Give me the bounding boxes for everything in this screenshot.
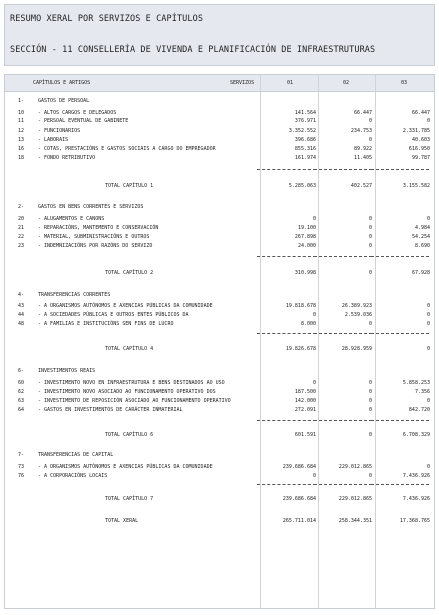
value-col-02: 229.012.865 (338, 496, 372, 502)
value-col-02: 0 (368, 432, 372, 438)
value-col-01: 0 (312, 380, 316, 386)
value-col-03: 0 (426, 464, 430, 470)
chapter-heading (5, 203, 434, 211)
value-col-01: 142.000 (294, 398, 316, 404)
row-code: 73 (18, 464, 25, 470)
chapter-heading (5, 291, 434, 299)
col-header-chapters: CAPÍTULOS E ARTIGOS (33, 80, 91, 86)
chapter-total-row (5, 495, 434, 503)
value-col-03: 40.603 (411, 137, 430, 143)
value-col-02: 0 (368, 234, 372, 240)
value-col-03: 0 (426, 346, 430, 352)
table-row (5, 242, 434, 250)
row-code: 1- (18, 98, 25, 104)
row-label: INVESTIMENTOS REAIS (38, 368, 96, 374)
total-label: TOTAL CAPÍTULO 7 (105, 496, 154, 502)
table-row (5, 397, 434, 405)
value-col-02: 0 (368, 389, 372, 395)
total-label: TOTAL XERAL (105, 518, 139, 524)
table-row (5, 311, 434, 319)
row-code: 64 (18, 407, 25, 413)
total-separator (371, 484, 429, 485)
value-col-01: 5.285.063 (288, 183, 316, 189)
table-row (5, 388, 434, 396)
value-col-02: 11.405 (353, 155, 372, 161)
row-label: TRANSFERENCIAS CORRENTES (38, 292, 111, 298)
value-col-01: 855.316 (294, 146, 316, 152)
row-code: 44 (18, 312, 25, 318)
total-separator (257, 420, 316, 421)
value-col-01: 396.686 (294, 137, 316, 143)
value-col-01: 161.974 (294, 155, 316, 161)
value-col-03: 7.436.926 (402, 496, 430, 502)
value-col-02: 229.012.865 (338, 464, 372, 470)
row-label: - ALTOS CARGOS E DELEGADOS (38, 110, 117, 116)
row-label: - A ORGANISMOS AUTÓNOMOS E AXENCIAS PÚBLICAS DA COMUNIDADE (38, 464, 213, 470)
row-code: 7- (18, 452, 25, 458)
value-col-02: 258.344.351 (338, 518, 372, 524)
total-label: TOTAL CAPÍTULO 2 (105, 270, 154, 276)
value-col-01: 376.971 (294, 118, 316, 124)
row-label: GASTOS EN BENS CORRENTES E SERVIZOS (38, 204, 144, 210)
value-col-02: 0 (368, 270, 372, 276)
row-label: - GASTOS EN INVESTIMENTOS DE CARÁCTER INMATERIAL (38, 407, 183, 413)
value-col-03: 4.984 (414, 225, 430, 231)
table-row (5, 463, 434, 471)
value-col-01: 19.826.678 (285, 346, 316, 352)
row-code: 48 (18, 321, 25, 327)
col-header-02: 02 (343, 80, 350, 86)
total-separator (257, 169, 316, 170)
value-col-01: 141.564 (294, 110, 316, 116)
value-col-01: 272.091 (294, 407, 316, 413)
row-label: - ALUGAMENTOS E CANONS (38, 216, 105, 222)
row-label: - A CORPORACIÓNS LOCAIS (38, 473, 108, 479)
value-col-01: 3.352.552 (288, 128, 316, 134)
value-col-03: 8.690 (414, 243, 430, 249)
value-col-03: 0 (426, 303, 430, 309)
row-label: - INVESTIMENTO NOVO EN INFRAESTRUTURA E BENS DESTINADOS AO USO (38, 380, 225, 386)
value-col-02: 66.447 (353, 110, 372, 116)
value-col-02: 26.389.923 (341, 303, 372, 309)
value-col-03: 7.436.926 (402, 473, 430, 479)
table-row (5, 472, 434, 480)
total-label: TOTAL CAPÍTULO 1 (105, 183, 154, 189)
row-code: 21 (18, 225, 25, 231)
value-col-03: 0 (426, 118, 430, 124)
value-col-03: 616.950 (408, 146, 430, 152)
value-col-02: 234.753 (350, 128, 372, 134)
value-col-01: 24.000 (297, 243, 316, 249)
total-label: TOTAL CAPÍTULO 4 (105, 346, 154, 352)
total-separator (314, 333, 372, 334)
col-header-03: 03 (401, 80, 408, 86)
value-col-02: 0 (368, 137, 372, 143)
row-label: - INVESTIMENTO NOVO ASOCIADO AO FUNCIONAMENTO OPERATIVO DOS (38, 389, 216, 395)
chapter-heading (5, 451, 434, 459)
table-row (5, 117, 434, 125)
table-row (5, 145, 434, 153)
value-col-01: 239.686.684 (282, 464, 316, 470)
value-col-01: 8.000 (300, 321, 316, 327)
table-row (5, 215, 434, 223)
value-col-02: 0 (368, 225, 372, 231)
row-label: - A SOCIEDADES PÚBLICAS E OUTROS ENTES PÚBLICOS DA (38, 312, 189, 318)
row-code: 18 (18, 155, 25, 161)
row-code: 13 (18, 137, 25, 143)
value-col-02: 0 (368, 243, 372, 249)
value-col-01: 19.818.678 (285, 303, 316, 309)
total-separator (314, 484, 372, 485)
row-label: - MATERIAL, SUBMINISTRACIÓNS E OUTROS (38, 234, 150, 240)
table-row (5, 379, 434, 387)
grand-total-row (5, 517, 434, 525)
report-subtitle: SECCIÓN - 11 CONSELLERÍA DE VIVENDA E PLANIFICACIÓN DE INFRAESTRUTURAS (10, 45, 376, 55)
value-col-03: 0 (426, 398, 430, 404)
value-col-01: 267.898 (294, 234, 316, 240)
row-label: - A FAMILIAS E INSTITUCIÓNS SEN FINS DE LUCRO (38, 321, 174, 327)
value-col-03: 3.155.582 (402, 183, 430, 189)
total-separator (371, 333, 429, 334)
table-row (5, 224, 434, 232)
row-label: GASTOS DE PERSOAL (38, 98, 90, 104)
value-col-02: 0 (368, 407, 372, 413)
total-separator (314, 256, 372, 257)
value-col-03: 0 (426, 312, 430, 318)
value-col-01: 310.998 (294, 270, 316, 276)
table-header (5, 75, 434, 92)
table-row (5, 109, 434, 117)
report-title: RESUMO XERAL POR SERVIZOS E CAPÍTULOS (10, 14, 204, 24)
row-code: 43 (18, 303, 25, 309)
value-col-02: 0 (368, 473, 372, 479)
value-col-03: 17.368.765 (399, 518, 430, 524)
row-label: - PERSOAL EVENTUAL DE GABINETE (38, 118, 129, 124)
row-code: 23 (18, 243, 25, 249)
row-code: 76 (18, 473, 25, 479)
chapter-total-row (5, 345, 434, 353)
value-col-03: 842.720 (408, 407, 430, 413)
row-code: 10 (18, 110, 25, 116)
value-col-03: 0 (426, 321, 430, 327)
value-col-03: 66.447 (411, 110, 430, 116)
row-label: - FONDO RETRIBUTIVO (38, 155, 96, 161)
row-label: - A ORGANISMOS AUTÓNOMOS E AXENCIAS PÚBLICAS DA COMUNIDADE (38, 303, 213, 309)
col-header-services: SERVIZOS (230, 80, 255, 86)
report-header (4, 4, 435, 66)
table-row (5, 320, 434, 328)
chapter-total-row (5, 269, 434, 277)
value-col-01: 239.686.684 (282, 496, 316, 502)
row-code: 62 (18, 389, 25, 395)
value-col-03: 2.331.785 (402, 128, 430, 134)
value-col-02: 89.922 (353, 146, 372, 152)
value-col-02: 28.928.959 (341, 346, 372, 352)
value-col-02: 0 (368, 398, 372, 404)
total-separator (371, 169, 429, 170)
chapter-heading (5, 97, 434, 105)
value-col-01: 265.711.014 (282, 518, 316, 524)
row-code: 63 (18, 398, 25, 404)
value-col-02: 0 (368, 216, 372, 222)
value-col-03: 99.787 (411, 155, 430, 161)
row-code: 16 (18, 146, 25, 152)
value-col-03: 5.858.253 (402, 380, 430, 386)
row-code: 12 (18, 128, 25, 134)
value-col-03: 54.254 (411, 234, 430, 240)
value-col-02: 2.539.036 (344, 312, 372, 318)
row-code: 2- (18, 204, 25, 210)
value-col-02: 0 (368, 118, 372, 124)
row-code: 20 (18, 216, 25, 222)
row-code: 6- (18, 368, 25, 374)
value-col-01: 0 (312, 312, 316, 318)
total-separator (257, 484, 316, 485)
value-col-01: 0 (312, 473, 316, 479)
row-label: - INVESTIMENTO DE REPOSICIÓN ASOCIADO AO FUNCIONAMENTO OPERATIVO (38, 398, 231, 404)
budget-table (4, 74, 435, 609)
chapter-total-row (5, 431, 434, 439)
col-header-01: 01 (287, 80, 294, 86)
row-code: 22 (18, 234, 25, 240)
row-code: 4- (18, 292, 25, 298)
total-separator (314, 420, 372, 421)
value-col-03: 6.708.329 (402, 432, 430, 438)
row-code: 60 (18, 380, 25, 386)
row-code: 11 (18, 118, 25, 124)
chapter-heading (5, 367, 434, 375)
value-col-02: 0 (368, 321, 372, 327)
total-separator (257, 333, 316, 334)
total-label: TOTAL CAPÍTULO 6 (105, 432, 154, 438)
value-col-03: 7.356 (414, 389, 430, 395)
table-row (5, 302, 434, 310)
total-separator (371, 420, 429, 421)
value-col-01: 601.591 (294, 432, 316, 438)
value-col-01: 187.500 (294, 389, 316, 395)
row-label: - REPARACIÓNS, MANTEMENTO E CONSERVACIÓN (38, 225, 159, 231)
row-label: TRANSFERENCIAS DE CAPITAL (38, 452, 114, 458)
value-col-02: 402.527 (350, 183, 372, 189)
table-row (5, 233, 434, 241)
table-row (5, 406, 434, 414)
row-label: - COTAS, PRESTACIÓNS E GASTOS SOCIAIS A CARGO DO EMPREGADOR (38, 146, 216, 152)
row-label: - LABORAIS (38, 137, 69, 143)
row-label: - INDEMNIZACIÓNS POR RAZÓNS DO SERVIZO (38, 243, 153, 249)
chapter-total-row (5, 182, 434, 190)
table-row (5, 136, 434, 144)
value-col-02: 0 (368, 380, 372, 386)
row-label: - FUNCIONARIOS (38, 128, 81, 134)
total-separator (314, 169, 372, 170)
value-col-01: 0 (312, 216, 316, 222)
table-row (5, 154, 434, 162)
total-separator (257, 256, 316, 257)
value-col-03: 67.928 (411, 270, 430, 276)
table-row (5, 127, 434, 135)
value-col-03: 0 (426, 216, 430, 222)
value-col-01: 19.100 (297, 225, 316, 231)
total-separator (371, 256, 429, 257)
